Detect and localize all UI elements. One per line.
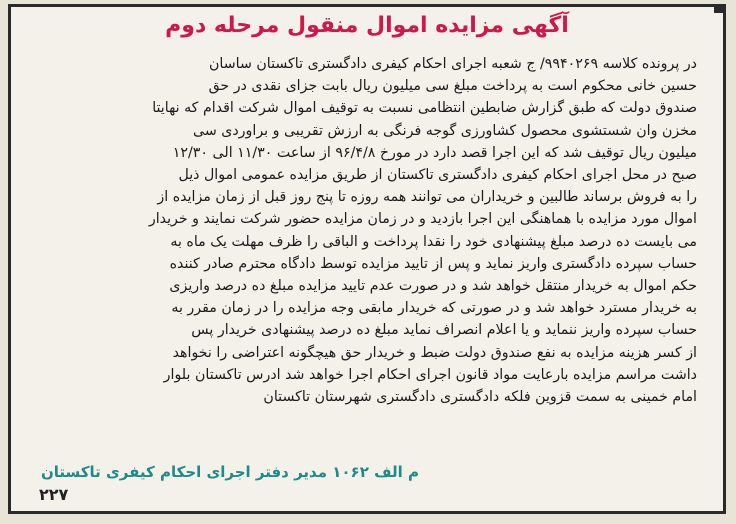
body-line: می بایست ده درصد مبلغ پیشنهادی خود را نقدا پرداخت و الباقی را ظرف مهلت یک ماه به [170, 233, 697, 250]
body-line: داشت مراسم مزایده بارعایت مواد قانون اجرای احکام اجرا خواهد شد ادرس تاکستان بلوار [163, 366, 697, 383]
body-line: میلیون ریال توقیف شد که این اجرا قصد دارد در مورخ ۹۶/۴/۸ از ساعت ۱۱/۳۰ الی ۱۲/۳۰ [172, 144, 697, 161]
body-line: صبح در محل اجرای احکام کیفری دادگستری تاکستان از طریق مزایده عمومی اموال ذیل [178, 167, 697, 184]
body-line: به خریدار مسترد خواهد شد و در صورتی که خریدار مابقی وجه مزایده را در زمان مقرر به [171, 300, 697, 317]
body-line: حساب سپرده دادگستری واریز نماید و پس از تایید مزایده توسط دادگاه محترم صادر کننده [169, 255, 697, 272]
body-line: را به فروش برساند طالبین و خریداران می توانند همه روزه تا پنج روز قبل از زمان مزایده از [157, 189, 697, 206]
notice-frame [8, 4, 726, 514]
body-line: از کسر هزینه مزایده به نفع صندوق دولت ضبط و خریدار حق هیچگونه اعتراضی را نخواهد [172, 344, 697, 361]
notice-signature: م الف ۱۰۶۲ مدیر دفتر اجرای احکام کیفری تاکستان [41, 463, 419, 481]
body-line: امام خمینی به سمت قزوین فلکه دادگستری دادگستری شهرستان تاکستان [263, 389, 697, 406]
page-number: ۲۲۷ [39, 485, 69, 504]
notice-title: آگهی مزایده اموال منقول مرحله دوم [165, 13, 569, 38]
body-line: در پرونده کلاسه ۹۹۴۰۲۶۹/ ج شعبه اجرای احکام کیفری دادگستری تاکستان ساسان [209, 56, 697, 72]
body-line: صندوق دولت که طبق گزارش ضابطین انتظامی نسبت به توقیف اموال شرکت اقدام که نهایتا [152, 100, 697, 117]
body-line: حسین خانی محکوم است به پرداخت مبلغ سی میلیون ریال بابت جزای نقدی در حق [208, 78, 697, 95]
corner-mark [714, 5, 724, 13]
body-line: اموال مورد مزایده با هماهنگی این اجرا بازدید و در زمان مزایده حضور شرکت نمایند و خریدار [148, 211, 697, 228]
body-line: مخزن وان شستشوی محصول کشاورزی گوجه فرنگی به ارزش تقریبی و براوردی سی [193, 122, 697, 139]
body-line: حساب سپرده واریز ننماید و یا اعلام انصراف نماید مبلغ ده درصد پیشنهادی خریدار پس [191, 322, 697, 339]
notice-body [41, 53, 697, 408]
body-line: حکم اموال به خریدار منتقل خواهد شد و در صورت عدم تایید مزایده مبلغ ده درصد واریزی [169, 278, 697, 295]
